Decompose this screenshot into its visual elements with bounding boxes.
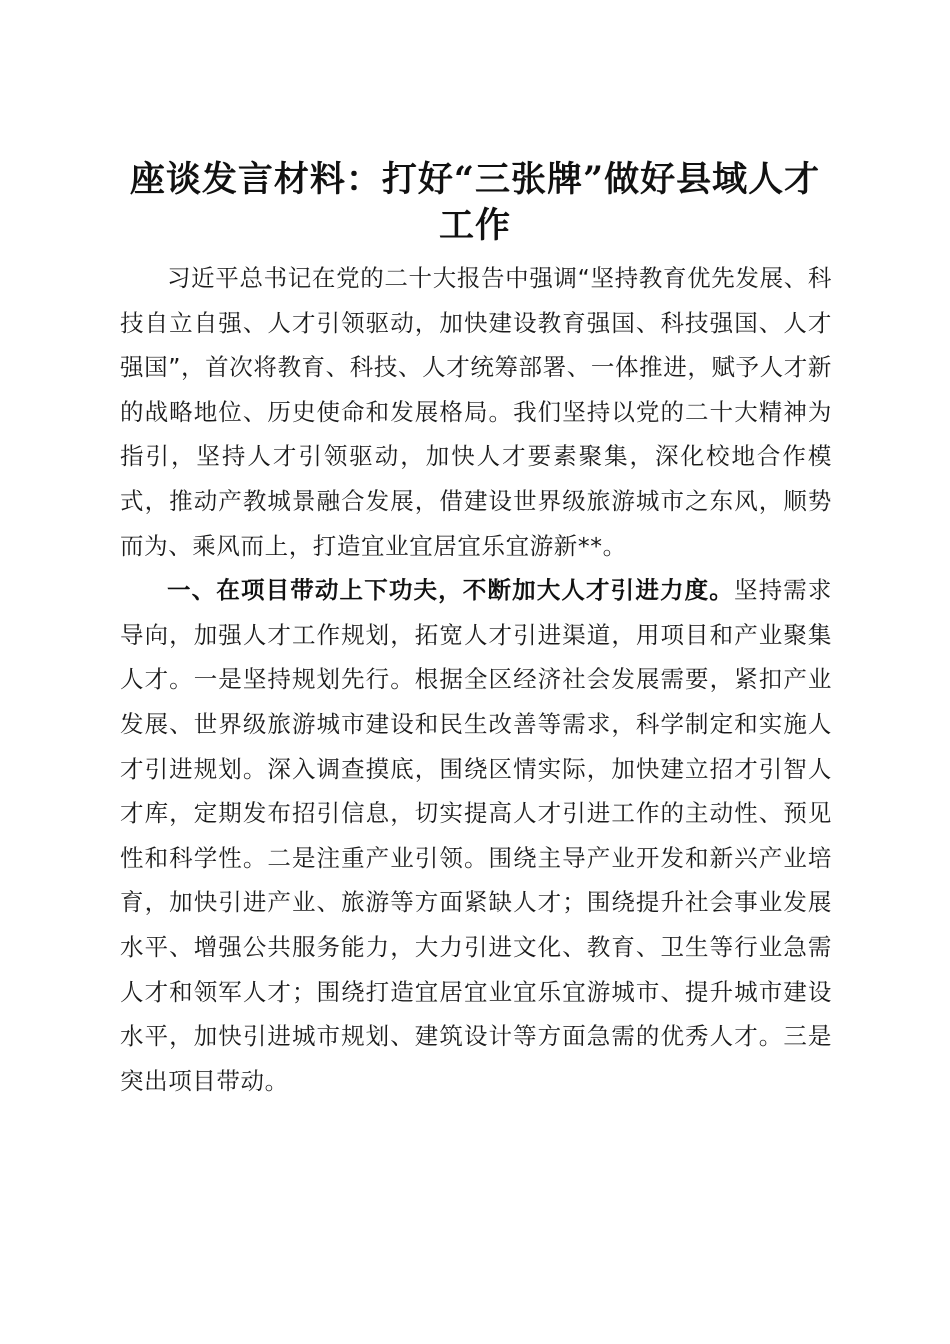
section-1-text: 坚持需求导向，加强人才工作规划，拓宽人才引进渠道，用项目和产业聚集人才。一是坚持规划先行。根据全区经济社会发展需要，紧扣产业发展、世界级旅游城市建设和民生改善等需求，科学制定和实施人才引进规划。深入调查摸底，围绕区情实际，加快建立招才引智人才库，定期发布招引信息，切实提高人才引进工作的主动性、预见性和科学性。二是注重产业引领。围绕主导产业开发和新兴产业培育，加快引进产业、旅游等方面紧缺人才；围绕提升社会事业发展水平、增强公共服务能力，大力引进文化、教育、卫生等行业急需人才和领军人才；围绕打造宜居宜业宜乐宜游城市、提升城市建设水平，加快引进城市规划、建筑设计等方面急需的优秀人才。三是突出项目带动。 — [120, 576, 832, 1095]
paragraph-section-1 — [120, 568, 832, 1103]
section-1-heading: 一、在项目带动上下功夫，不断加大人才引进力度。 — [167, 576, 734, 605]
paragraph-intro — [120, 256, 832, 568]
paragraph-intro-text: 习近平总书记在党的二十大报告中强调“坚持教育优先发展、科技自立自强、人才引领驱动，加快建设教育强国、科技强国、人才强国”，首次将教育、科技、人才统筹部署、一体推进，赋予人才新的战略地位、历史使命和发展格局。我们坚持以党的二十大精神为指引，坚持人才引领驱动，加快人才要素聚集，深化校地合作模式，推动产教城景融合发展，借建设世界级旅游城市之东风，顺势而为、乘风而上，打造宜业宜居宜乐宜游新**。 — [120, 264, 832, 560]
document-body — [120, 256, 832, 1103]
title-line-2: 工作 — [438, 205, 511, 247]
title-line-1: 座谈发言材料：打好“三张牌”做好县域人才 — [129, 159, 821, 201]
document-title — [110, 157, 840, 249]
